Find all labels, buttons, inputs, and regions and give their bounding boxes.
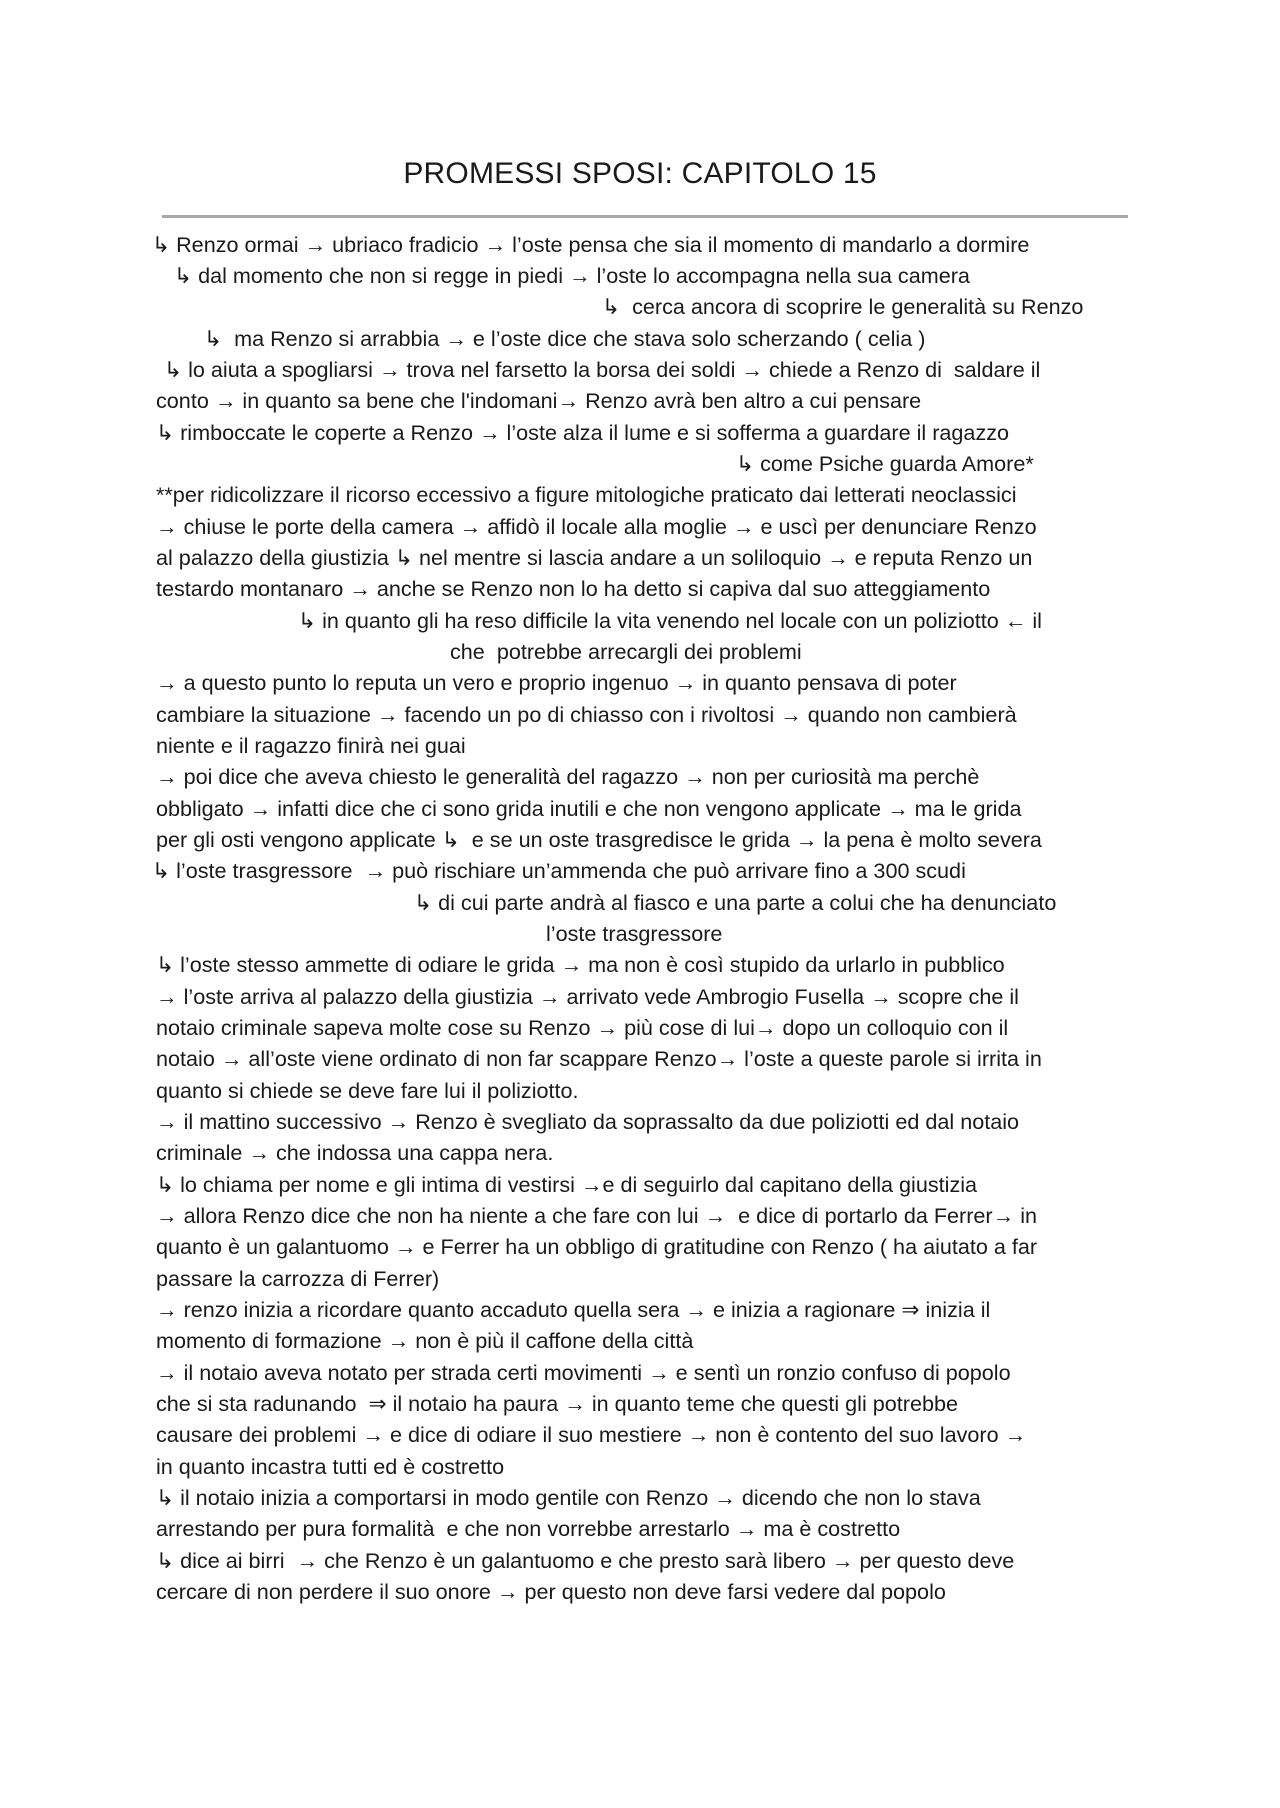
text-line: quanto si chiede se deve fare lui il poliziotto.	[156, 1078, 579, 1103]
text-line: ↳ lo aiuta a spogliarsi → trova nel farsetto la borsa dei soldi → chiede a Renzo di saldare il	[164, 357, 1041, 382]
text-line: arrestando per pura formalità e che non vorrebbe arrestarlo → ma è costretto	[156, 1516, 901, 1541]
text-line: → allora Renzo dice che non ha niente a che fare con lui → e dice di portarlo da Ferrer→ in	[156, 1203, 1038, 1228]
text-line: momento di formazione → non è più il caffone della città	[156, 1328, 694, 1353]
text-line: notaio criminale sapeva molte cose su Renzo → più cose di lui→ dopo un colloquio con il	[156, 1015, 1009, 1040]
text-line: che potrebbe arrecargli dei problemi	[450, 639, 802, 664]
text-line: ↳ in quanto gli ha reso difficile la vita venendo nel locale con un poliziotto ← il	[298, 608, 1042, 633]
page-title: PROMESSI SPOSI: CAPITOLO 15	[403, 157, 877, 190]
text-line: ↳ il notaio inizia a comportarsi in modo gentile con Renzo → dicendo che non lo stava	[156, 1485, 981, 1510]
text-line: ↳ lo chiama per nome e gli intima di vestirsi →e di seguirlo dal capitano della giustizia	[156, 1172, 978, 1197]
text-line: criminale → che indossa una cappa nera.	[156, 1140, 554, 1165]
text-line: → poi dice che aveva chiesto le generalità del ragazzo → non per curiosità ma perchè	[156, 764, 980, 789]
text-line: conto → in quanto sa bene che l'indomani→ Renzo avrà ben altro a cui pensare	[156, 388, 922, 413]
text-line: testardo montanaro → anche se Renzo non lo ha detto si capiva dal suo atteggiamento	[156, 576, 991, 601]
text-line: notaio → all’oste viene ordinato di non far scappare Renzo→ l’oste a queste parole si irrita in	[156, 1046, 1042, 1071]
text-line: per gli osti vengono applicate ↳ e se un oste trasgredisce le grida → la pena è molto severa	[156, 827, 1042, 852]
text-line: niente e il ragazzo finirà nei guai	[156, 733, 466, 758]
text-line: → il notaio aveva notato per strada certi movimenti → e sentì un ronzio confuso di popolo	[156, 1360, 1011, 1385]
text-line: ↳ cerca ancora di scoprire le generalità su Renzo	[602, 294, 1084, 319]
text-line: che si sta radunando ⇒ il notaio ha paura → in quanto teme che questi gli potrebbe	[156, 1391, 958, 1416]
text-line: cambiare la situazione → facendo un po di chiasso con i rivoltosi → quando non cambierà	[156, 702, 1017, 727]
text-line: l’oste trasgressore	[546, 921, 723, 946]
text-line: ↳ come Psiche guarda Amore*	[736, 451, 1034, 476]
text-line: ↳ dice ai birri → che Renzo è un galantuomo e che presto sarà libero → per questo deve	[156, 1548, 1015, 1573]
text-line: → l’oste arriva al palazzo della giustizia → arrivato vede Ambrogio Fusella → scopre che il	[156, 984, 1019, 1009]
text-line: ↳ l’oste stesso ammette di odiare le grida → ma non è così stupido da urlarlo in pubblico	[156, 952, 1005, 977]
text-line: → chiuse le porte della camera → affidò il locale alla moglie → e uscì per denunciare Renzo	[156, 514, 1037, 539]
text-line: ↳ rimboccate le coperte a Renzo → l’oste alza il lume e si sofferma a guardare il ragazzo	[156, 420, 1010, 445]
text-line: quanto è un galantuomo → e Ferrer ha un obbligo di gratitudine con Renzo ( ha aiutato a far	[156, 1234, 1038, 1259]
text-line: ↳ di cui parte andrà al fiasco e una parte a colui che ha denunciato	[414, 890, 1057, 915]
text-line: ↳ dal momento che non si regge in piedi → l’oste lo accompagna nella sua camera	[174, 263, 970, 288]
text-line: causare dei problemi → e dice di odiare il suo mestiere → non è contento del suo lavoro →	[156, 1422, 1027, 1447]
title-divider	[162, 215, 1128, 218]
text-line: **per ridicolizzare il ricorso eccessivo a figure mitologiche praticato dai letterati neoclassici	[156, 482, 1017, 507]
text-line: in quanto incastra tutti ed è costretto	[156, 1454, 505, 1479]
text-line: ↳ ma Renzo si arrabbia → e l’oste dice che stava solo scherzando ( celia )	[204, 326, 926, 351]
text-line: ↳ Renzo ormai → ubriaco fradicio → l’oste pensa che sia il momento di mandarlo a dormire	[152, 232, 1030, 257]
text-line: obbligato → infatti dice che ci sono grida inutili e che non vengono applicate → ma le grida	[156, 796, 1022, 821]
text-line: → il mattino successivo → Renzo è svegliato da soprassalto da due poliziotti ed dal notaio	[156, 1109, 1020, 1134]
text-line: → a questo punto lo reputa un vero e proprio ingenuo → in quanto pensava di poter	[156, 670, 957, 695]
text-line: cercare di non perdere il suo onore → per questo non deve farsi vedere dal popolo	[156, 1579, 946, 1604]
text-line: → renzo inizia a ricordare quanto accaduto quella sera → e inizia a ragionare ⇒ inizia il	[156, 1297, 991, 1322]
text-line: passare la carrozza di Ferrer)	[156, 1266, 440, 1291]
text-line: ↳ l’oste trasgressore → può rischiare un’ammenda che può arrivare fino a 300 scudi	[152, 858, 966, 883]
text-line: al palazzo della giustizia ↳ nel mentre si lascia andare a un soliloquio → e reputa Renzo un	[156, 545, 1033, 570]
